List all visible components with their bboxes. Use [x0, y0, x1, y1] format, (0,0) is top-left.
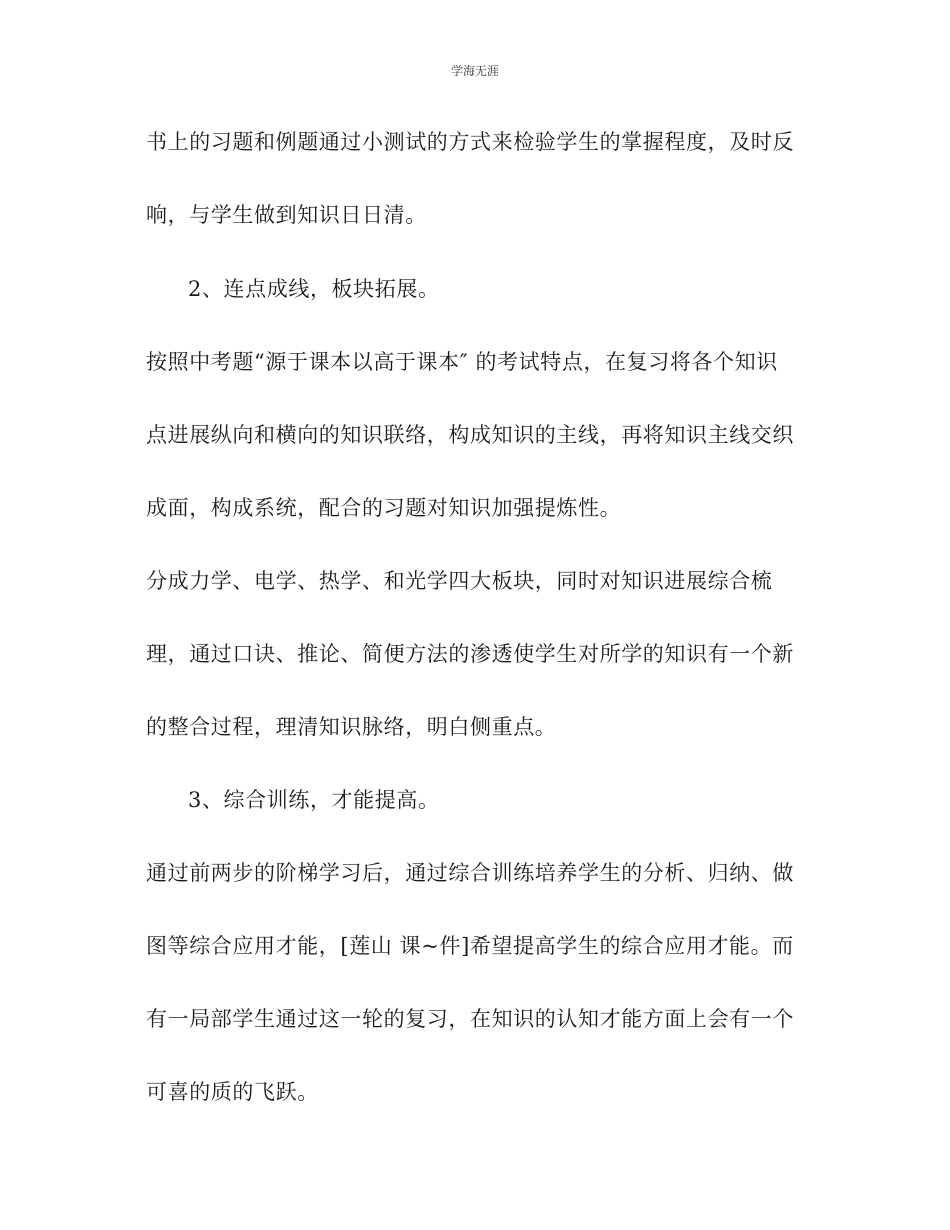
page-header: 学海无涯: [450, 64, 499, 78]
text-line-11: 通过前两步的阶梯学习后，通过综合训练培养学生的分析、归纳、做: [146, 861, 794, 885]
section-heading-3: 3、综合训练，才能提高。: [188, 788, 440, 812]
text-line-6: 成面，构成系统，配合的习题对知识加强提炼性。: [146, 496, 622, 520]
text-line-7: 分成力学、电学、热学、和光学四大板块，同时对知识进展综合梳: [146, 569, 773, 593]
text-line-13: 有一局部学生通过这一轮的复习，在知识的认知才能方面上会有一个: [146, 1007, 794, 1031]
section-heading-2: 2、连点成线，板块拓展。: [188, 277, 440, 301]
text-line-5: 点进展纵向和横向的知识联络，构成知识的主线，再将知识主线交织: [146, 423, 794, 447]
text-line-12: 图等综合应用才能，[莲山 课~件]希望提高学生的综合应用才能。而: [146, 934, 794, 958]
text-line-14: 可喜的质的飞跃。: [146, 1080, 319, 1104]
text-line-4: 按照中考题“源于课本以高于课本″ 的考试特点，在复习将各个知识: [146, 350, 778, 374]
text-line-8: 理，通过口诀、推论、简便方法的渗透使学生对所学的知识有一个新: [146, 642, 794, 666]
text-line-2: 响，与学生做到知识日日清。: [146, 203, 427, 227]
text-line-9: 的整合过程，理清知识脉络，明白侧重点。: [146, 715, 557, 739]
text-line-1: 书上的习题和例题通过小测试的方式来检验学生的掌握程度，及时反: [146, 130, 794, 154]
